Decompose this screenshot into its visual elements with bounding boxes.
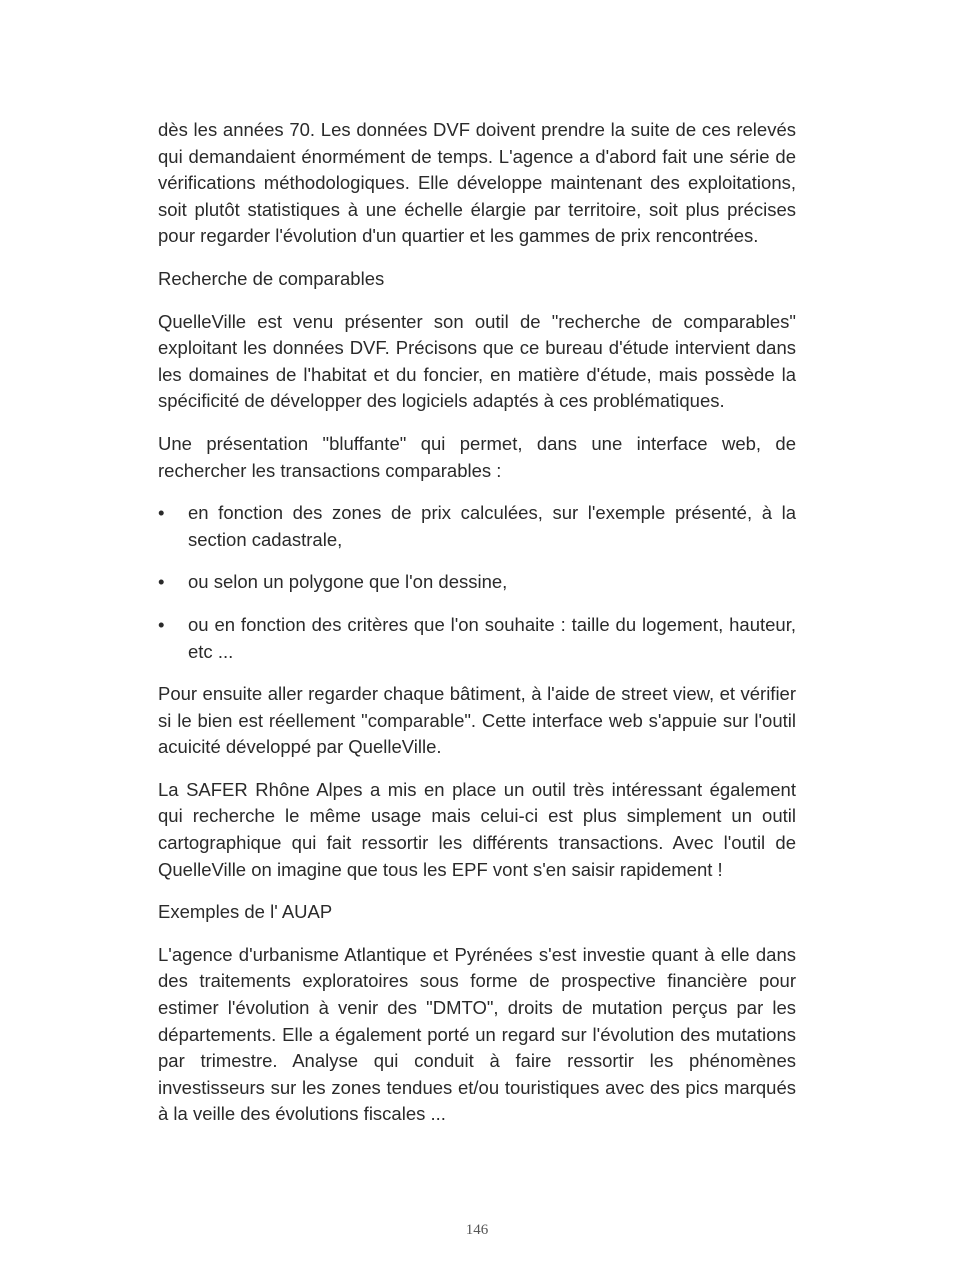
list-item xyxy=(158,500,796,553)
paragraph-presentation: Une présentation "bluffante" qui permet, dans une interface web, de rechercher les transactions comparables : xyxy=(158,432,796,481)
paragraph-auap: L'agence d'urbanisme Atlantique et Pyrénées s'est investie quant à elle dans des traitements exploratoires sous forme de prospective financière pour estimer l'évolution à venir des "DMTO", droits de mutation perçus par les départements. Elle a également porté un regard sur l'évolution des mutations par trimestre. Analyse qui conduit à faire ressortir les phénomènes investisseurs sur les zones tendues et/ou touristiques avec des pics marqués à la veille des évolutions fiscales ... xyxy=(158,943,796,1125)
list-item xyxy=(158,569,796,596)
paragraph-safer: La SAFER Rhône Alpes a mis en place un outil très intéressant également qui recherche le même usage mais celui-ci est plus simplement un outil cartographique qui fait ressortir les différents transactions. Avec l'outil de QuelleVille on imagine que tous les EPF vont s'en saisir rapidement ! xyxy=(158,778,796,880)
section-heading-comparables: Recherche de comparables xyxy=(158,267,385,289)
document-body xyxy=(158,117,796,1144)
bullet-icon: • xyxy=(158,502,165,524)
paragraph-quelleville: QuelleVille est venu présenter son outil de "recherche de comparables" exploitant les données DVF. Précisons que ce bureau d'étude intervient dans les domaines de l'habitat et du foncier, en matière d'étude, mais possède la spécificité de développer des logiciels adaptés à ces problématiques. xyxy=(158,310,796,412)
paragraph-dvf-intro: dès les années 70. Les données DVF doivent prendre la suite de ces relevés qui demandaient énormément de temps. L'agence a d'abord fait une série de vérifications méthodologiques. Elle développe maintenant des exploitations, soit plutôt statistiques à une échelle élargie par territoire, soit plus précises pour regarder l'évolution d'un quartier et les gammes de prix rencontrées. xyxy=(158,119,796,247)
page-number: 146 xyxy=(465,1222,489,1238)
list-item-text: ou selon un polygone que l'on dessine, xyxy=(188,571,508,593)
list-item-text: ou en fonction des critères que l'on souhaite : taille du logement, hauteur, etc ... xyxy=(188,613,796,662)
paragraph-street-view: Pour ensuite aller regarder chaque bâtiment, à l'aide de street view, et vérifier si le bien est réellement "comparable". Cette interface web s'appuie sur l'outil acuicité développé par QuelleVille. xyxy=(158,683,796,758)
bullet-icon: • xyxy=(158,613,165,635)
section-heading-auap: Exemples de l' AUAP xyxy=(158,901,333,923)
list-item xyxy=(158,612,796,665)
bullet-icon: • xyxy=(158,571,165,593)
list-item-text: en fonction des zones de prix calculées, sur l'exemple présenté, à la section cadastrale, xyxy=(188,502,796,550)
bullet-list xyxy=(158,500,796,665)
